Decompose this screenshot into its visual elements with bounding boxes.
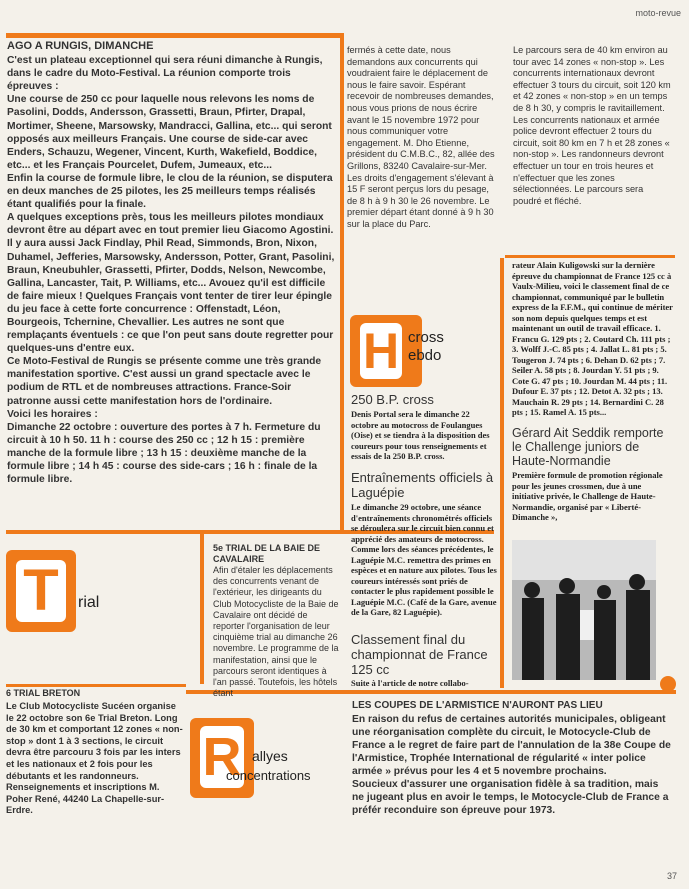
article-paragraph: Ce Moto-Festival de Rungis se présente comme une très grande manifestation sportive. C'est aussi un grand spectacle avec le podium de RTL et de nombreuses attractions. France-Soir patronne aussi cette manifestation hors de l'ordinaire. <box>7 356 322 407</box>
gerard-title: Gérard Ait Seddik remporte le Challenge juniors de Haute-Normandie <box>512 426 664 468</box>
breton-rule <box>6 684 186 687</box>
trial-logo <box>6 550 199 632</box>
trial-baie-article <box>213 543 341 699</box>
logo-word-concentrations: concentrations <box>226 768 311 783</box>
entrainements-article <box>351 470 497 618</box>
article-paragraph: Enfin la course de formule libre, le clou de la réunion, se disputera en deux manches de 25 pilotes, les 25 meilleurs temps réalisés étant qualifiés pour la finale. <box>7 172 333 211</box>
column-2-text: fermés à cette date, nous demandons aux concurrents qui voudraient faire le déplacement de nous le faire savoir. Espérant recevoir de nombreuses demandes, nous vous prions de nous écrire avant le 15 novembre 1972 pour nous communiquer votre engagement. M. Dho Etienne, président du C.M.B.C., 82, allée des Grillons, 83240 Cavalaire-sur-Mer. Les droits d'engagement s'élevant à 15 F seront perçus lors du pesage, de 8 h à 9 h 30 le 26 novembre. Le premier départ étant donné à 9 h 30 sur la place du Parc. <box>347 45 495 229</box>
classement-continued <box>512 260 675 418</box>
trial-breton-article <box>6 688 186 817</box>
trial-breton-body: Le Club Motocycliste Sucéen organise le 22 octobre son 6e Trial Breton. Long de 30 km et comportant 12 zones « non-stop » dont 1 à 3 sections, le circuit devra être parcouru 3 fois par les inters et les nationaux et 2 fois pour les débutants et les randonneurs. Renseignements et inscriptions M. Poher René, 44240 La Chapelle-sur-Erdre. <box>6 701 183 816</box>
riders-photo-illustration <box>512 540 656 680</box>
bp-cross-body: Denis Portal sera le dimanche 22 octobre au motocross de Foulangues (Oise) et se tiendra à la disposition des coureurs pour tous renseignements et essais de la 250 B.P. cross. <box>351 409 490 461</box>
top-rule-left <box>6 33 340 38</box>
logo-word-cross: cross <box>408 329 444 346</box>
logo-word-hebdo: ebdo <box>408 347 442 364</box>
logo-letter-t: T <box>16 560 66 622</box>
classement-results: rateur Alain Kuligowski sur la dernière épreuve du championnat de France 125 cc à Vaulx-Milieu, voici le classement final de ce championnat, communiqué par le bulletin express de la F.F.M., qui continue de mériter son nom depuis quelques temps et est maintenant un outil de travail efficace. 1. Francu G. 129 pts ; 2. Coutard Ch. 111 pts ; 3. Wolff J.-C. 85 pts ; 4. Jallat L. 81 pts ; 5. Tougeron J. 74 pts ; 6. Dehan D. 62 pts ; 7. Seiler A. 58 pts ; 8. Jourdan Y. 51 pts ; 9. Cote G. 47 pts ; 10. Jourdan M. 44 pts ; 11. Dufour E. 37 pts ; 12. Detot A. 32 pts ; 13. Mauchain R. 29 pts ; 14. Bernardini C. 28 pts ; 15. Ramel A. 15 pts... <box>512 260 673 417</box>
continued-arrow-icon <box>660 676 676 692</box>
article-paragraph: Dimanche 22 octobre : ouverture des portes à 7 h. Fermeture du circuit à 10 h 50. 11 h : course des 250 cc ; 12 h 15 : première manche de la formule libre ; 13 h 15 : deuxième manche de la formule libre ; 14 h 45 : course des side-cars ; 16 h : finale de la formule libre. <box>7 421 321 486</box>
classement-article <box>351 632 497 689</box>
running-head: moto-revue <box>635 8 681 18</box>
trial-breton-title: 6 TRIAL BRETON <box>6 688 81 698</box>
article-rungis <box>7 40 337 486</box>
bp-cross-title: 250 B.P. cross <box>351 392 434 407</box>
column-3-text: Le parcours sera de 40 km environ au tour avec 14 zones « non-stop ». Les concurrents internationaux devront effectuer 3 tours du circuit, soit 120 km et 42 zones « non-stop » en un temps de 8 h 30, y compris le ravitaillement. Les concurrents nationaux et armée police devront effectuer 2 tours du circuit, soit 80 km en 7 h et 28 zones « non-stop ». Les randonneurs devront effectuer un tour en trois heures et n'effectuer que les zones sélectionnées. Le parcours sera poudré et fléché. <box>513 45 671 206</box>
article-paragraph: A quelques exceptions près, tous les meilleurs pilotes mondiaux devront être au départ avec en tout premier lieu Giacomo Agostini. Il y aura aussi Jack Findlay, Phil Read, Simmonds, Bron, Nixon, Duhamel, Jefferies, Marsowsky, Andersson, Potter, Grant, Pasolini, Braun, Kneubuhler, Grassetti, Pfirter, Dodds, Nelson, Newcombe, Gallina, Lancaster, Tait, P. Williams, etc... Avouez qu'il est difficile de faire mieux ! Quelques Français vont tenter de tirer leur épingle du jeu face à cette forte concurrence : Offenstadt, Léon, Bourgeois, Tchernine, Chevallier. Les autres ne sont que remplaçants éventuels : ce que l'on peut sans doute regretter pour quelques-uns d'entre eux. <box>7 212 335 355</box>
article-paragraph: Voici les horaires : <box>7 408 98 420</box>
coupes-title: LES COUPES DE L'ARMISTICE N'AURONT PAS LIEU <box>352 700 603 711</box>
page-number: 37 <box>666 871 677 881</box>
article-paragraph: C'est un plateau exceptionnel qui sera réuni dimanche à Rungis, dans le cadre du Moto-Festival. La réunion comporte trois épreuves : <box>7 55 323 93</box>
gerard-body: Première formule de promotion régionale pour les jeunes crossmen, due à une initiative privée, le Challenge de Haute-Normandie, organisé par « Liberté-Dimanche », <box>512 470 663 522</box>
entrainements-title: Entraînements officiels à Laguépie <box>351 470 494 500</box>
logo-letter-h: H <box>360 323 402 379</box>
column-rule <box>340 33 344 533</box>
logo-word-rial: rial <box>78 594 100 611</box>
logo-word-allyes: allyes <box>252 748 288 764</box>
coupes-paragraph: En raison du refus de certaines autorités municipales, obligeant une réorganisation complète du circuit, le Motocycle-Club de France a le regret de faire part de l'annulation de la 38e Coupe de l'Armistice, Trophée International de régularité « inter police armée » prévus pour les 4 et 5 novembre prochains. <box>352 714 671 777</box>
col3-rule <box>505 255 675 258</box>
gerard-article <box>512 426 675 523</box>
rallyes-logo <box>190 718 340 798</box>
coupes-paragraph: Soucieux d'assurer une organisation fidèle à sa tradition, mais ne jugeant plus en avoir le temps, le Motocycle-Club de France a préfér reconduire son épreuve pour 1973. <box>352 779 669 816</box>
entrainements-body: Le dimanche 29 octobre, une séance d'entraînements chronométrés officiels se déroulera sur le circuit bien connu et apprécié des amateurs de motocross. Comme lors des séances précédentes, le Laguépie M.C. remettra des primes en espèces et en nature aux pilotes. Tous les coureurs intéressés sont priés de contacter le plus rapidement possible le Laguépie M.C. (Café de la Gare, avenue de la Gare, 82 Laguépie). <box>351 502 497 617</box>
trial-baie-title: 5e TRIAL DE LA BAIE DE CAVALAIRE <box>213 543 321 564</box>
trial-rule <box>200 534 204 684</box>
classement-title: Classement final du championnat de France 125 cc <box>351 632 488 677</box>
column-rule-2 <box>500 258 504 688</box>
bp-cross-article <box>351 392 497 462</box>
coupes-article <box>352 700 672 817</box>
cross-hebdo-logo <box>350 315 496 387</box>
logo-letter-r: R <box>200 726 244 788</box>
riders-photo <box>512 540 656 680</box>
article-paragraph: Une course de 250 cc pour laquelle nous relevons les noms de Pasolini, Dodds, Andersson, Grassetti, Braun, Pfirter, Drapal, Mortimer, Sheene, Marsowsky, Mandracci, Gallina, etc... qui seront opposés aux meilleurs Français. Une course de side-car avec Enders, Schauzu, Wegener, Vincent, Kurth, Wakefield, Boddice, etc... et les Français Pourcelet, Dufem, Jumeaux, etc... <box>7 94 332 171</box>
trial-baie-body: Afin d'étaler les déplacements des concurrents venant de l'extérieur, les dirigeants du Club Motocycliste de la Baie de Cavalaire ont décidé de reporter l'organisation de leur cinquième trial au dimanche 26 novembre. Le programme de la manifestation, ainsi que le parcours seront identiques à l'an passé. Toutefois, les hôtels étant <box>213 565 339 699</box>
classement-body: Suite à l'article de notre collabo- <box>351 678 469 688</box>
article-title: AGO A RUNGIS, DIMANCHE <box>7 40 154 52</box>
